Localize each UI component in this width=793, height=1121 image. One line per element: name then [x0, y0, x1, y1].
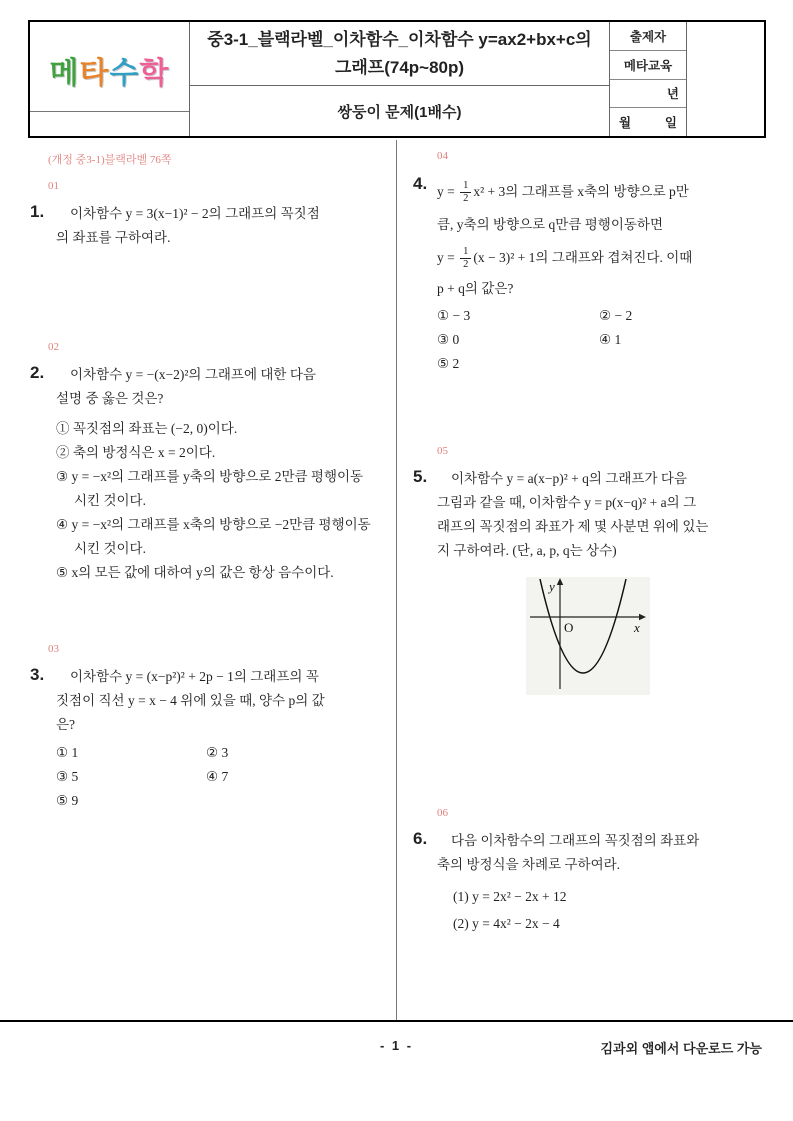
problem6-equation-1: (1) y = 2x² − 2x + 12 — [453, 889, 567, 904]
problem2-choice-3: ③ y = −x²의 그래프를 y축의 방향으로 2만큼 평행이동시킨 것이다. — [56, 469, 364, 508]
problem6-number: 6. — [413, 829, 428, 848]
graph-x-axis-label: x — [634, 620, 640, 635]
problem3-choice-3: ③ 5 — [56, 769, 79, 784]
problem1-code: 01 — [48, 180, 59, 192]
download-note: 김과외 앱에서 다운로드 가능 — [600, 1041, 762, 1056]
problem6-text-line2: 축의 방정식을 차례로 구하여라. — [437, 857, 621, 872]
problem5-text-line2: 그림과 같을 때, 이차함수 y = p(x−q)² + a의 그 — [437, 495, 697, 510]
problem3-text-line2: 짓점이 직선 y = x − 4 위에 있을 때, 양수 p의 값 — [56, 693, 325, 708]
problem2-text-line2: 설명 중 옳은 것은? — [56, 391, 164, 406]
problem5-code: 05 — [437, 445, 448, 457]
header-blank-cell — [687, 22, 764, 136]
problem2-text-line1: 이차함수 y = −(x−2)²의 그래프에 대한 다음 — [70, 367, 316, 382]
problem2-choice-4: ④ y = −x²의 그래프를 x축의 방향으로 −2만큼 평행이동시킨 것이다. — [56, 517, 371, 556]
info-label-year: 년 — [610, 80, 686, 109]
problem4-choice-5: ⑤ 2 — [437, 356, 460, 371]
graph-origin-label: O — [564, 620, 574, 635]
graph-y-axis-label: y — [549, 579, 555, 594]
problem5-text-line1: 이차함수 y = a(x−p)² + q의 그래프가 다음 — [451, 471, 687, 486]
header-info-labels — [610, 22, 687, 136]
problem4-choices — [437, 304, 789, 376]
problem4-choice-1: ① − 3 — [437, 308, 471, 323]
problem6-code: 06 — [437, 807, 448, 819]
problem2-choice-5: ⑤ x의 모든 값에 대하여 y의 값은 항상 음수이다. — [56, 565, 334, 580]
problem2-choice-1: ① 꼭짓점의 좌표는 (−2, 0)이다. — [56, 421, 238, 436]
parabola-graph — [526, 577, 650, 695]
problem4-text-line2: 큼, y축의 방향으로 q만큼 평행이동하면 — [437, 217, 663, 232]
metamath-logo — [50, 48, 170, 92]
info-label-month-day — [610, 108, 686, 136]
logo-syllable-3: 수 — [109, 57, 140, 90]
content-area — [0, 140, 793, 1022]
problem4-choice-4: ④ 1 — [599, 332, 622, 347]
logo-syllable-1: 메 — [49, 57, 80, 90]
problem4-choice-3: ③ 0 — [437, 332, 460, 347]
problem6-equation-2: (2) y = 4x² − 2x − 4 — [453, 916, 560, 931]
worksheet-subtitle: 쌍둥이 문제(1배수) — [337, 103, 462, 121]
problem4-number: 4. — [413, 174, 428, 193]
problem-5 — [413, 467, 789, 695]
info-label-author: 출제자 — [610, 22, 686, 51]
logo-syllable-4: 학 — [139, 57, 170, 90]
header-center-cell — [190, 22, 610, 136]
left-column — [0, 140, 396, 1020]
info-label-day: 일 — [664, 116, 677, 131]
page-number: - 1 - — [379, 1038, 414, 1053]
problem-3 — [30, 665, 372, 813]
info-label-publisher: 메타교육 — [610, 51, 686, 80]
problem4-text-line3: y = $\frac{1}{2}$ (x − 3)² + 1의 그래프와 겹쳐진다. 이때 — [437, 246, 693, 271]
problem5-text-line4: 지 구하여라. (단, a, p, q는 상수) — [437, 543, 617, 558]
logo-cell — [30, 22, 190, 136]
problem3-code: 03 — [48, 643, 59, 655]
page-footer — [0, 1032, 793, 1062]
problem3-text-line1: 이차함수 y = (x−p²)² + 2p − 1의 그래프의 꼭 — [70, 669, 319, 684]
logo-syllable-2: 타 — [79, 57, 110, 90]
problem1-text-line1: 이차함수 y = 3(x−1)² − 2의 그래프의 꼭짓점 — [70, 206, 320, 221]
fraction-one-half: $\frac{1}{2}$ — [460, 246, 471, 271]
problem-4 — [413, 174, 789, 376]
problem4-code: 04 — [437, 150, 448, 162]
source-reference: (개정 중3-1)블랙라벨 76쪽 — [48, 154, 172, 166]
problem-1 — [30, 202, 372, 250]
problem5-number: 5. — [413, 467, 428, 486]
problem5-text-line3: 래프의 꼭짓점의 좌표가 제 몇 사분면 위에 있는 — [437, 519, 709, 534]
header-table — [28, 20, 766, 138]
worksheet-title — [190, 22, 609, 86]
problem3-text-line3: 은? — [56, 717, 76, 732]
problem4-text-line4: p + q의 값은? — [437, 281, 514, 296]
problem4-choice-2: ② − 2 — [599, 308, 633, 323]
problem3-choice-4: ④ 7 — [206, 769, 229, 784]
worksheet-title-line1: 중3-1_블랙라벨_이차함수_이차함수 y=ax2+bx+c의 — [207, 30, 592, 50]
worksheet-title-line2: 그래프(74p~80p) — [334, 57, 465, 77]
problem-6 — [413, 829, 789, 937]
problem3-number: 3. — [30, 665, 45, 684]
right-column — [396, 140, 793, 1020]
problem3-choices — [56, 741, 372, 813]
problem2-choice-2: ② 축의 방정식은 x = 2이다. — [56, 445, 216, 460]
problem3-choice-5: ⑤ 9 — [56, 793, 79, 808]
problem3-choice-2: ② 3 — [206, 745, 229, 760]
problem4-text-line1: y = $\frac{1}{2}$ x² + 3의 그래프를 x축의 방향으로 p만 — [437, 180, 689, 205]
problem2-number: 2. — [30, 363, 45, 382]
info-label-month: 월 — [619, 116, 632, 131]
fraction-one-half: $\frac{1}{2}$ — [460, 180, 471, 205]
problem1-text-line2: 의 좌표를 구하여라. — [56, 230, 171, 245]
problem1-number: 1. — [30, 202, 45, 221]
problem3-choice-1: ① 1 — [56, 745, 79, 760]
problem2-code: 02 — [48, 341, 59, 353]
problem6-text-line1: 다음 이차함수의 그래프의 꼭짓점의 좌표와 — [451, 833, 700, 848]
problem-2 — [30, 363, 372, 585]
